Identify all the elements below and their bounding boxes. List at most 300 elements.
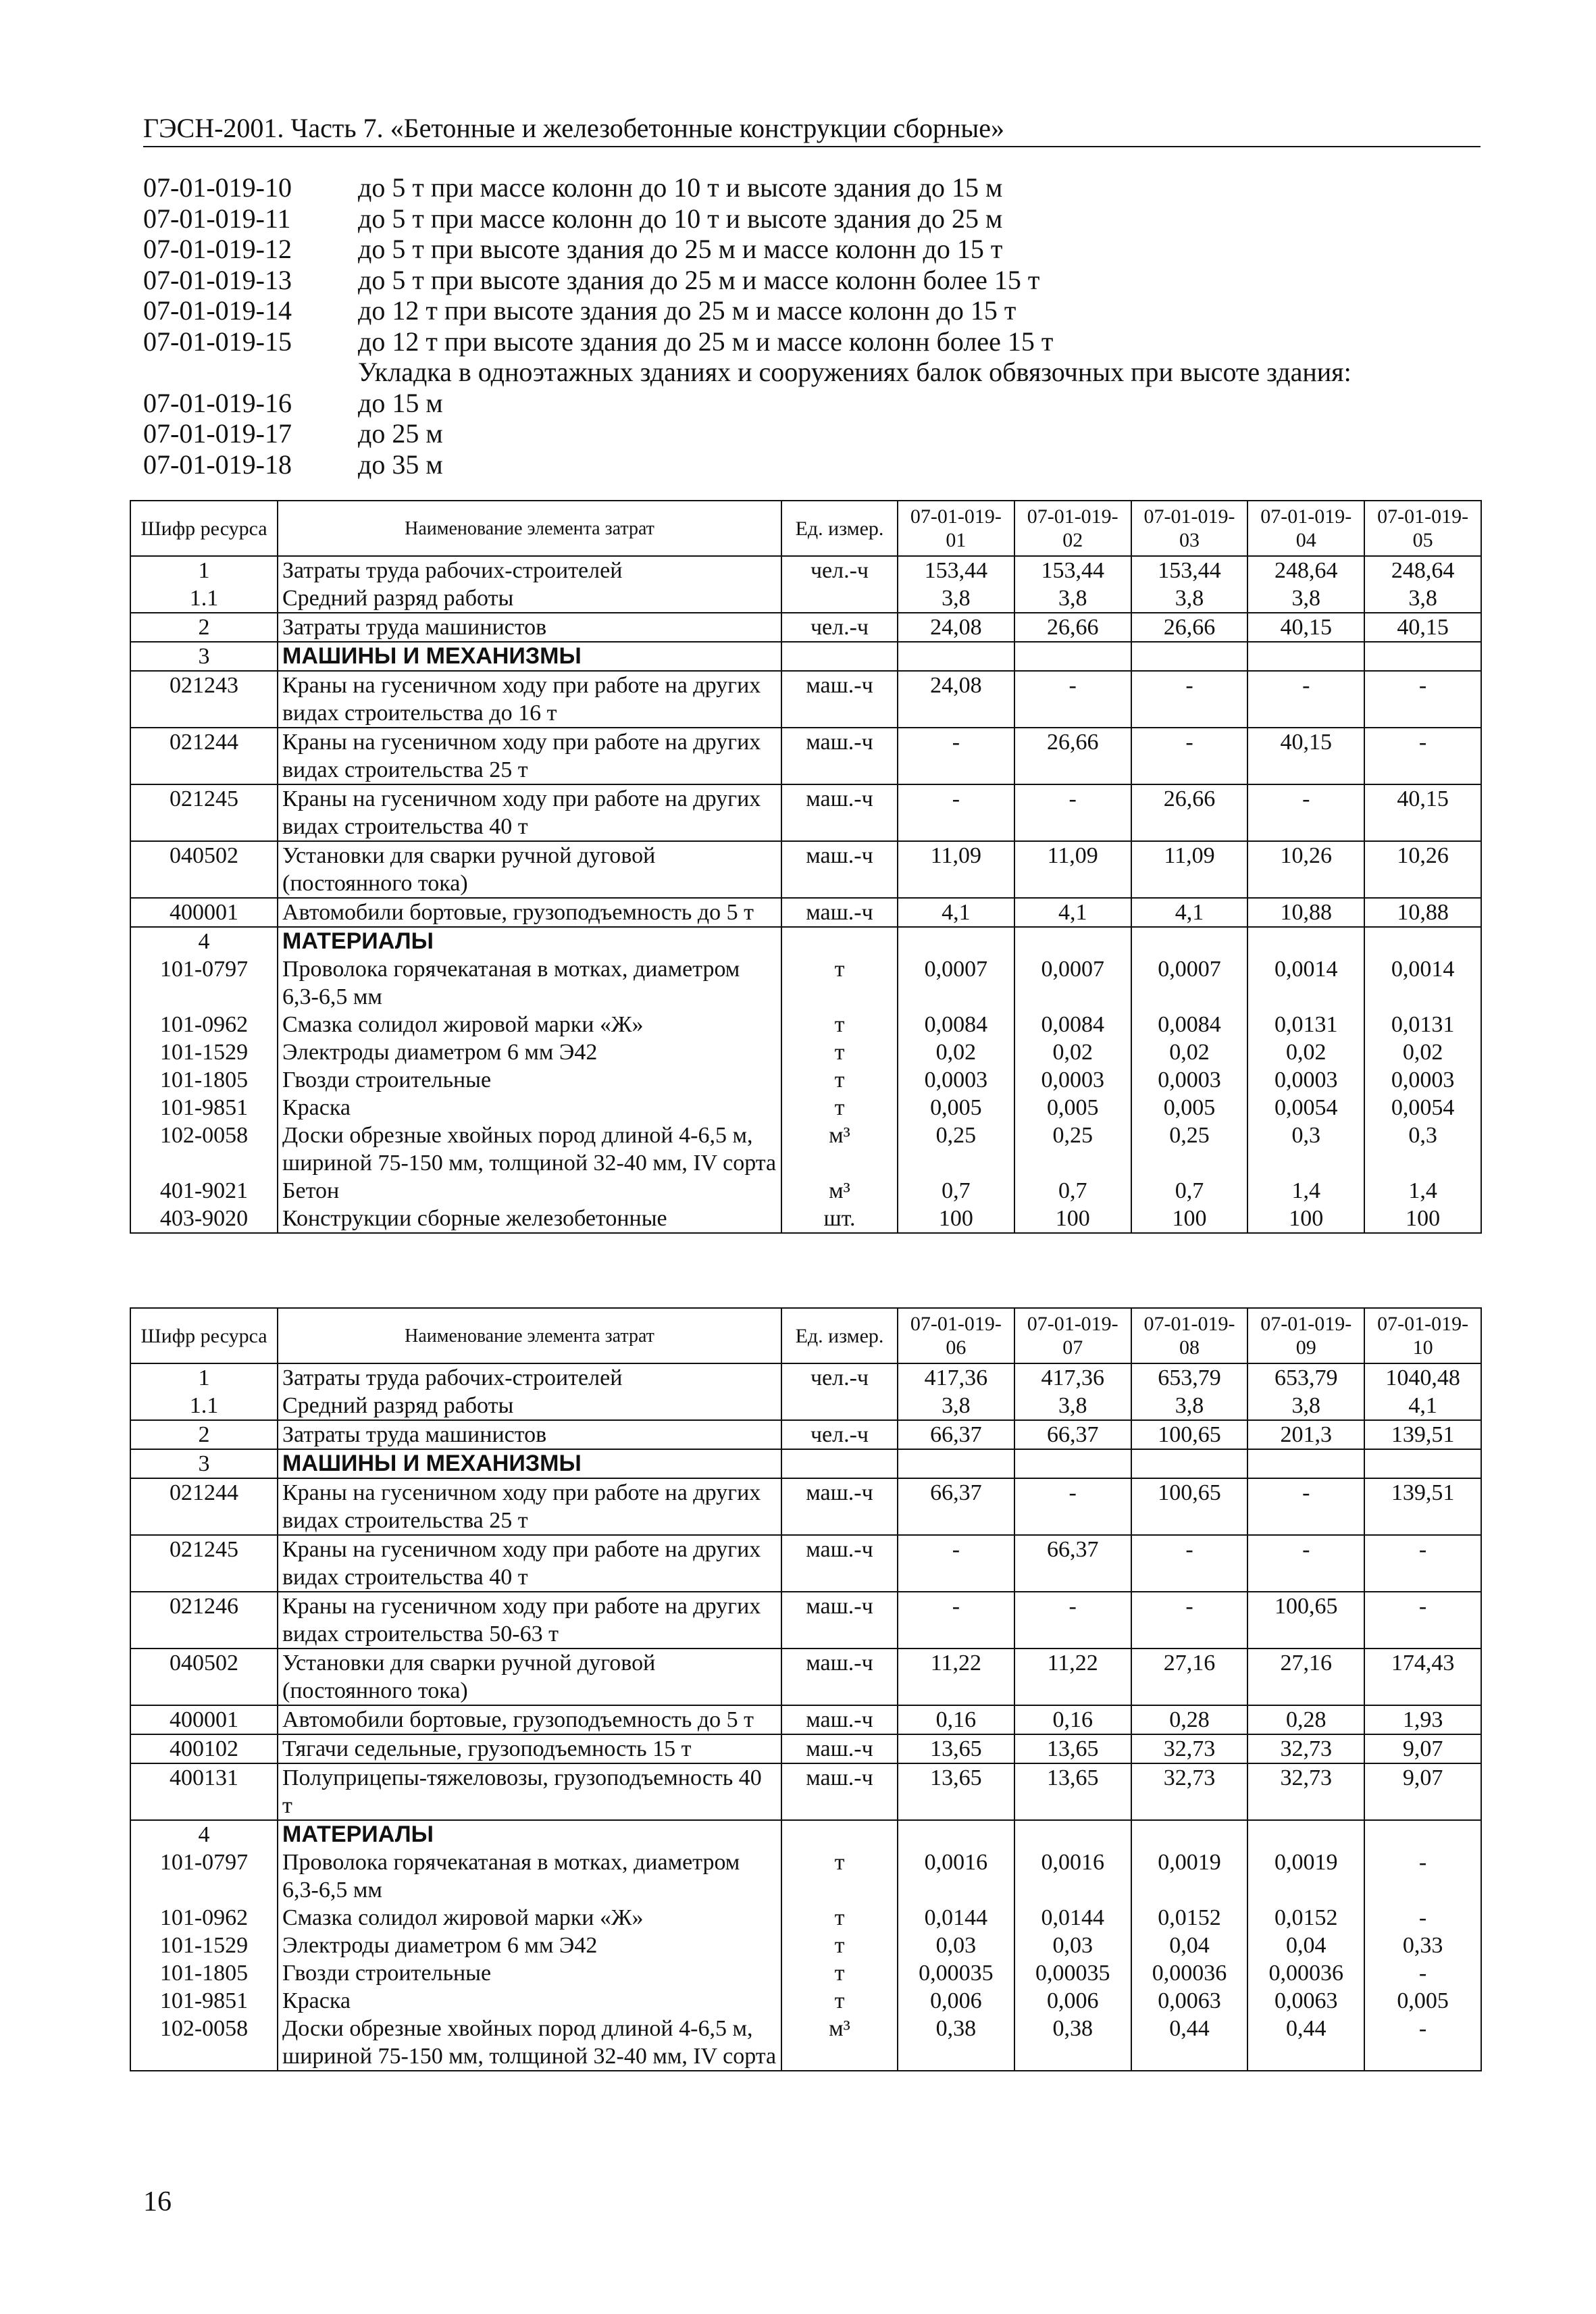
resource-code-cell: 2 — [130, 613, 278, 642]
norm-value-cell: 0,38 — [898, 2015, 1014, 2071]
norm-value-cell: 11,09 — [898, 841, 1014, 898]
norm-value-cell: - — [1131, 728, 1248, 784]
unit-cell: т — [781, 1066, 898, 1094]
resource-code-cell: 2 — [130, 1420, 278, 1449]
norm-value-cell: - — [898, 1592, 1014, 1649]
page-header-title: ГЭСН-2001. Часть 7. «Бетонные и железобетонные конструкции сборные» — [143, 113, 1005, 143]
norm-value-cell: 0,006 — [1014, 1987, 1131, 2015]
unit-cell: т — [781, 955, 898, 1011]
norm-value-cell: - — [898, 1535, 1014, 1592]
norm-value-cell: 0,25 — [1014, 1122, 1131, 1177]
norm-value-cell: 0,005 — [1131, 1094, 1248, 1122]
norm-value-cell: - — [1247, 671, 1364, 728]
norm-value-cell: 139,51 — [1364, 1478, 1481, 1535]
norm-value-cell: 0,0054 — [1364, 1094, 1481, 1122]
code-list — [143, 172, 1481, 480]
norm-value-cell: 11,09 — [1131, 841, 1248, 898]
norm-value-cell: 9,07 — [1364, 1763, 1481, 1820]
norm-value-cell: 0,0144 — [898, 1904, 1014, 1932]
norm-value-cell: 27,16 — [1131, 1649, 1248, 1705]
table-row — [130, 671, 1481, 728]
norm-value-cell: 10,26 — [1364, 841, 1481, 898]
norm-value-cell: 0,00036 — [1131, 1959, 1248, 1987]
norm-value-cell: - — [1364, 1959, 1481, 1987]
cost-element-name-cell: Краска — [278, 1987, 781, 2015]
norm-value-cell: 0,03 — [898, 1932, 1014, 1959]
norm-value-cell: - — [898, 728, 1014, 784]
resource-code-cell: 101-0962 — [130, 1011, 278, 1038]
column-header-norm: 07-01-019-03 — [1131, 501, 1248, 556]
table-row — [130, 1363, 1481, 1392]
unit-cell: маш.-ч — [781, 728, 898, 784]
norm-value-cell: 0,28 — [1247, 1705, 1364, 1734]
norm-value-cell: 653,79 — [1247, 1363, 1364, 1392]
code-list-description: до 25 м — [358, 418, 443, 449]
norm-value-cell: 0,28 — [1131, 1705, 1248, 1734]
norm-value-cell: 0,0152 — [1131, 1904, 1248, 1932]
norm-value-cell — [1247, 1449, 1364, 1478]
norm-value-cell: 11,22 — [898, 1649, 1014, 1705]
resource-code-cell: 102-0058 — [130, 2015, 278, 2071]
table-row — [130, 1959, 1481, 1987]
norm-value-cell: 0,04 — [1247, 1932, 1364, 1959]
cost-element-name-cell: Средний разряд работы — [278, 1392, 781, 1420]
column-header-norm: 07-01-019-10 — [1364, 1308, 1481, 1363]
resource-code-cell: 403-9020 — [130, 1205, 278, 1233]
norm-value-cell: 0,0003 — [1364, 1066, 1481, 1094]
table-row — [130, 1094, 1481, 1122]
norm-value-cell — [1364, 1820, 1481, 1848]
norm-value-cell: 32,73 — [1131, 1734, 1248, 1763]
norm-value-cell: 0,0131 — [1247, 1011, 1364, 1038]
norm-value-cell — [1131, 927, 1248, 955]
norm-value-cell: 9,07 — [1364, 1734, 1481, 1763]
norm-value-cell: 0,0019 — [1131, 1848, 1248, 1904]
code-list-code: 07-01-019-15 — [143, 326, 292, 357]
table-row — [130, 1392, 1481, 1420]
norm-value-cell: - — [1014, 1478, 1131, 1535]
norm-value-cell — [1247, 927, 1364, 955]
norm-value-cell: 3,8 — [898, 584, 1014, 613]
norm-value-cell: 66,37 — [1014, 1535, 1131, 1592]
table-row — [130, 1011, 1481, 1038]
cost-element-name-cell: Затраты труда рабочих-строителей — [278, 1363, 781, 1392]
norm-value-cell: 26,66 — [1131, 784, 1248, 841]
cost-element-name-cell: Установки для сварки ручной дуговой (постоянного тока) — [278, 841, 781, 898]
norm-value-cell: 4,1 — [1131, 898, 1248, 927]
norm-value-cell — [1014, 927, 1131, 955]
norm-value-cell: - — [1364, 1592, 1481, 1649]
column-header-norm: 07-01-019-04 — [1247, 501, 1364, 556]
cost-element-name-cell: Электроды диаметром 6 мм Э42 — [278, 1038, 781, 1066]
norm-value-cell: 0,0003 — [1014, 1066, 1131, 1094]
unit-cell: чел.-ч — [781, 556, 898, 584]
code-list-code: 07-01-019-10 — [143, 172, 292, 203]
cost-element-name-cell: Автомобили бортовые, грузоподъемность до 5 т — [278, 1705, 781, 1734]
norm-value-cell: 0,02 — [1014, 1038, 1131, 1066]
cost-element-name-cell: Краска — [278, 1094, 781, 1122]
norm-value-cell: 3,8 — [1131, 584, 1248, 613]
unit-cell: т — [781, 1932, 898, 1959]
norm-value-cell: 0,0019 — [1247, 1848, 1364, 1904]
resource-code-cell: 021245 — [130, 784, 278, 841]
code-list-description: до 5 т при высоте здания до 25 м и массе колонн более 15 т — [358, 264, 1040, 295]
unit-cell: маш.-ч — [781, 898, 898, 927]
norm-value-cell: 0,02 — [1364, 1038, 1481, 1066]
section-heading-cell: МАШИНЫ И МЕХАНИЗМЫ — [278, 1449, 781, 1478]
cost-element-name-cell: Средний разряд работы — [278, 584, 781, 613]
norm-value-cell: 11,09 — [1014, 841, 1131, 898]
unit-cell: чел.-ч — [781, 1363, 898, 1392]
code-list-description: до 12 т при высоте здания до 25 м и массе колонн до 15 т — [358, 295, 1016, 326]
norm-value-cell: 32,73 — [1131, 1763, 1248, 1820]
norm-value-cell — [1131, 642, 1248, 671]
unit-cell: т — [781, 1011, 898, 1038]
unit-cell: т — [781, 1987, 898, 2015]
norm-value-cell — [1364, 642, 1481, 671]
unit-cell: маш.-ч — [781, 1705, 898, 1734]
table-row — [130, 1649, 1481, 1705]
norm-value-cell: 1,4 — [1247, 1177, 1364, 1205]
column-header-unit: Ед. измер. — [781, 1308, 898, 1363]
table-row — [130, 642, 1481, 671]
norm-value-cell: 0,16 — [1014, 1705, 1131, 1734]
norm-value-cell: 153,44 — [1131, 556, 1248, 584]
resource-code-cell: 021244 — [130, 1478, 278, 1535]
norm-table-1 — [130, 500, 1482, 1234]
norm-value-cell — [1014, 642, 1131, 671]
norm-value-cell: 0,16 — [898, 1705, 1014, 1734]
norm-value-cell: - — [898, 784, 1014, 841]
resource-code-cell: 021243 — [130, 671, 278, 728]
norm-value-cell: - — [1364, 1848, 1481, 1904]
column-header-code: Шифр ресурса — [130, 1308, 278, 1363]
norm-value-cell: 13,65 — [1014, 1763, 1131, 1820]
resource-code-cell: 400131 — [130, 1763, 278, 1820]
norm-value-cell: - — [1247, 784, 1364, 841]
resource-code-cell: 1 — [130, 1363, 278, 1392]
norm-value-cell: - — [1364, 1535, 1481, 1592]
resource-code-cell: 101-9851 — [130, 1987, 278, 2015]
norm-value-cell: 11,22 — [1014, 1649, 1131, 1705]
column-header-norm: 07-01-019-05 — [1364, 501, 1481, 556]
column-header-norm: 07-01-019-02 — [1014, 501, 1131, 556]
norm-value-cell: 0,25 — [1131, 1122, 1248, 1177]
code-list-item — [143, 418, 1481, 449]
unit-cell — [781, 1449, 898, 1478]
table-row — [130, 556, 1481, 584]
unit-cell: маш.-ч — [781, 1763, 898, 1820]
norm-value-cell: 4,1 — [898, 898, 1014, 927]
unit-cell: чел.-ч — [781, 1420, 898, 1449]
norm-value-cell: - — [1364, 2015, 1481, 2071]
code-list-item — [143, 326, 1481, 357]
resource-code-cell: 101-1805 — [130, 1066, 278, 1094]
code-list-code: 07-01-019-17 — [143, 418, 292, 449]
unit-cell — [781, 927, 898, 955]
norm-value-cell: 0,7 — [1014, 1177, 1131, 1205]
table-header-row — [130, 501, 1481, 556]
unit-cell: т — [781, 1848, 898, 1904]
norm-value-cell: 100 — [898, 1205, 1014, 1233]
unit-cell: маш.-ч — [781, 1734, 898, 1763]
norm-value-cell: - — [1364, 671, 1481, 728]
table-row — [130, 955, 1481, 1011]
norm-value-cell — [1014, 1820, 1131, 1848]
norm-value-cell: - — [1364, 1904, 1481, 1932]
cost-element-name-cell: Смазка солидол жировой марки «Ж» — [278, 1904, 781, 1932]
norm-value-cell: 201,3 — [1247, 1420, 1364, 1449]
norm-value-cell: 0,0084 — [1131, 1011, 1248, 1038]
norm-value-cell — [898, 642, 1014, 671]
code-list-item — [143, 234, 1481, 265]
cost-element-name-cell: Затраты труда рабочих-строителей — [278, 556, 781, 584]
norm-value-cell: 13,65 — [1014, 1734, 1131, 1763]
norm-value-cell: 0,7 — [898, 1177, 1014, 1205]
norm-value-cell: 32,73 — [1247, 1734, 1364, 1763]
cost-element-name-cell: Гвозди строительные — [278, 1066, 781, 1094]
resource-code-cell: 101-0962 — [130, 1904, 278, 1932]
resource-code-cell: 1.1 — [130, 1392, 278, 1420]
norm-value-cell: 3,8 — [1131, 1392, 1248, 1420]
norm-value-cell: 0,006 — [898, 1987, 1014, 2015]
column-header-norm: 07-01-019-08 — [1131, 1308, 1248, 1363]
norm-value-cell: 66,37 — [1014, 1420, 1131, 1449]
norm-value-cell: 0,0007 — [1131, 955, 1248, 1011]
norm-value-cell: 3,8 — [1014, 584, 1131, 613]
cost-element-name-cell: Доски обрезные хвойных пород длиной 4-6,5 м, шириной 75-150 мм, толщиной 32-40 мм, IV сорта — [278, 1122, 781, 1177]
table-row — [130, 1535, 1481, 1592]
resource-code-cell: 3 — [130, 1449, 278, 1478]
code-list-code: 07-01-019-13 — [143, 264, 292, 295]
norm-value-cell: 66,37 — [898, 1420, 1014, 1449]
norm-value-cell: 1,4 — [1364, 1177, 1481, 1205]
section-heading-cell: МАТЕРИАЛЫ — [278, 1820, 781, 1848]
resource-code-cell: 040502 — [130, 841, 278, 898]
resource-code-cell: 1 — [130, 556, 278, 584]
unit-cell — [781, 1392, 898, 1420]
cost-element-name-cell: Электроды диаметром 6 мм Э42 — [278, 1932, 781, 1959]
norm-value-cell: - — [1131, 1592, 1248, 1649]
code-list-code: 07-01-019-14 — [143, 295, 292, 326]
norm-value-cell — [1364, 927, 1481, 955]
norm-value-cell: 0,0003 — [898, 1066, 1014, 1094]
code-list-item — [143, 449, 1481, 480]
cost-element-name-cell: Затраты труда машинистов — [278, 1420, 781, 1449]
norm-value-cell: 10,88 — [1364, 898, 1481, 927]
norm-value-cell: 100,65 — [1131, 1420, 1248, 1449]
norm-value-cell: 10,88 — [1247, 898, 1364, 927]
norm-value-cell: 3,8 — [1014, 1392, 1131, 1420]
norm-value-cell: 153,44 — [898, 556, 1014, 584]
resource-code-cell: 400001 — [130, 1705, 278, 1734]
column-header-norm: 07-01-019-06 — [898, 1308, 1014, 1363]
norm-value-cell: 0,02 — [898, 1038, 1014, 1066]
table-row — [130, 1904, 1481, 1932]
cost-element-name-cell: Краны на гусеничном ходу при работе на других видах строительства 25 т — [278, 728, 781, 784]
cost-element-name-cell: Тягачи седельные, грузоподъемность 15 т — [278, 1734, 781, 1763]
code-list-code: 07-01-019-18 — [143, 449, 292, 480]
cost-element-name-cell: Бетон — [278, 1177, 781, 1205]
norm-value-cell: 0,0003 — [1247, 1066, 1364, 1094]
norm-value-cell: 24,08 — [898, 613, 1014, 642]
resource-code-cell: 101-9851 — [130, 1094, 278, 1122]
norm-value-cell: 100 — [1014, 1205, 1131, 1233]
norm-value-cell: 0,0054 — [1247, 1094, 1364, 1122]
norm-value-cell: 0,0084 — [1014, 1011, 1131, 1038]
cost-element-name-cell: Краны на гусеничном ходу при работе на других видах строительства 50-63 т — [278, 1592, 781, 1649]
unit-cell: т — [781, 1038, 898, 1066]
norm-value-cell: 26,66 — [1014, 613, 1131, 642]
unit-cell — [781, 584, 898, 613]
cost-element-name-cell: Краны на гусеничном ходу при работе на других видах строительства 40 т — [278, 1535, 781, 1592]
norm-value-cell: 100,65 — [1247, 1592, 1364, 1649]
column-header-norm: 07-01-019-01 — [898, 501, 1014, 556]
norm-value-cell: 40,15 — [1247, 613, 1364, 642]
norm-value-cell: 0,04 — [1131, 1932, 1248, 1959]
norm-value-cell: 0,0016 — [1014, 1848, 1131, 1904]
norm-value-cell: - — [1014, 784, 1131, 841]
section-heading-cell: МАТЕРИАЛЫ — [278, 927, 781, 955]
norm-value-cell: 0,0084 — [898, 1011, 1014, 1038]
table-row — [130, 1478, 1481, 1535]
norm-value-cell: 100 — [1364, 1205, 1481, 1233]
cost-element-name-cell: Полуприцепы-тяжеловозы, грузоподъемность 40 т — [278, 1763, 781, 1820]
resource-code-cell: 101-1805 — [130, 1959, 278, 1987]
cost-element-name-cell: Доски обрезные хвойных пород длиной 4-6,5 м, шириной 75-150 мм, толщиной 32-40 мм, IV сорта — [278, 2015, 781, 2071]
norm-value-cell — [1131, 1449, 1248, 1478]
norm-value-cell: - — [1131, 671, 1248, 728]
table-row — [130, 1122, 1481, 1177]
code-list-item — [143, 388, 1481, 419]
norm-value-cell: 40,15 — [1364, 784, 1481, 841]
unit-cell: т — [781, 1904, 898, 1932]
cost-element-name-cell: Установки для сварки ручной дуговой (постоянного тока) — [278, 1649, 781, 1705]
norm-value-cell: 0,0144 — [1014, 1904, 1131, 1932]
code-list-description: Укладка в одноэтажных зданиях и сооружениях балок обвязочных при высоте здания: — [358, 357, 1352, 388]
norm-value-cell: 0,7 — [1131, 1177, 1248, 1205]
table-row — [130, 1734, 1481, 1763]
norm-value-cell: 0,0152 — [1247, 1904, 1364, 1932]
norm-value-cell: 100,65 — [1131, 1478, 1248, 1535]
table-row — [130, 784, 1481, 841]
table-row — [130, 1038, 1481, 1066]
cost-element-name-cell: Краны на гусеничном ходу при работе на других видах строительства 25 т — [278, 1478, 781, 1535]
resource-code-cell: 401-9021 — [130, 1177, 278, 1205]
code-list-code: 07-01-019-16 — [143, 387, 292, 418]
table-row — [130, 2015, 1481, 2071]
norm-value-cell: 0,38 — [1014, 2015, 1131, 2071]
unit-cell: шт. — [781, 1205, 898, 1233]
norm-value-cell: 139,51 — [1364, 1420, 1481, 1449]
norm-value-cell: 100 — [1247, 1205, 1364, 1233]
code-list-description: до 5 т при массе колонн до 10 т и высоте здания до 15 м — [358, 172, 1003, 203]
norm-value-cell — [1247, 642, 1364, 671]
norm-value-cell: 3,8 — [898, 1392, 1014, 1420]
norm-value-cell: 100 — [1131, 1205, 1248, 1233]
norm-value-cell: - — [1014, 671, 1131, 728]
norm-value-cell: 3,8 — [1247, 584, 1364, 613]
norm-value-cell — [898, 1820, 1014, 1848]
norm-value-cell: 0,005 — [1364, 1987, 1481, 2015]
table-row — [130, 1932, 1481, 1959]
unit-cell: чел.-ч — [781, 613, 898, 642]
resource-code-cell: 102-0058 — [130, 1122, 278, 1177]
table-row — [130, 1820, 1481, 1848]
cost-element-name-cell: Смазка солидол жировой марки «Ж» — [278, 1011, 781, 1038]
norm-value-cell: - — [1131, 1535, 1248, 1592]
norm-value-cell: 0,25 — [898, 1122, 1014, 1177]
unit-cell: маш.-ч — [781, 841, 898, 898]
norm-value-cell: 0,0063 — [1131, 1987, 1248, 2015]
resource-code-cell: 101-0797 — [130, 955, 278, 1011]
table-row — [130, 613, 1481, 642]
norm-value-cell: 0,02 — [1131, 1038, 1248, 1066]
norm-value-cell: 0,0063 — [1247, 1987, 1364, 2015]
unit-cell: м³ — [781, 1122, 898, 1177]
norm-value-cell: 24,08 — [898, 671, 1014, 728]
table-row — [130, 1177, 1481, 1205]
unit-cell: маш.-ч — [781, 1649, 898, 1705]
norm-value-cell — [1364, 1449, 1481, 1478]
norm-value-cell: 0,44 — [1131, 2015, 1248, 2071]
code-list-description: до 35 м — [358, 449, 443, 480]
table-row — [130, 898, 1481, 927]
table-row — [130, 1987, 1481, 2015]
norm-value-cell: 66,37 — [898, 1478, 1014, 1535]
norm-value-cell: - — [1247, 1535, 1364, 1592]
norm-value-cell: 0,005 — [1014, 1094, 1131, 1122]
norm-value-cell: 0,0007 — [898, 955, 1014, 1011]
resource-code-cell: 021244 — [130, 728, 278, 784]
resource-code-cell: 4 — [130, 1820, 278, 1848]
norm-value-cell — [898, 927, 1014, 955]
norm-value-cell: 32,73 — [1247, 1763, 1364, 1820]
norm-value-cell: - — [1247, 1478, 1364, 1535]
norm-value-cell: 0,005 — [898, 1094, 1014, 1122]
norm-value-cell: 0,3 — [1364, 1122, 1481, 1177]
table-row — [130, 584, 1481, 613]
norm-value-cell — [1247, 1820, 1364, 1848]
code-list-section-heading — [143, 357, 1481, 388]
unit-cell: маш.-ч — [781, 1535, 898, 1592]
resource-code-cell: 4 — [130, 927, 278, 955]
table-row — [130, 728, 1481, 784]
norm-table-2 — [130, 1307, 1482, 2071]
column-header-unit: Ед. измер. — [781, 501, 898, 556]
unit-cell — [781, 1820, 898, 1848]
norm-value-cell: 13,65 — [898, 1763, 1014, 1820]
norm-value-cell: 1,93 — [1364, 1705, 1481, 1734]
norm-value-cell: 0,44 — [1247, 2015, 1364, 2071]
norm-value-cell: 0,33 — [1364, 1932, 1481, 1959]
cost-element-name-cell: Гвозди строительные — [278, 1959, 781, 1987]
norm-value-cell: 26,66 — [1131, 613, 1248, 642]
norm-value-cell: 0,0007 — [1014, 955, 1131, 1011]
unit-cell: т — [781, 1094, 898, 1122]
cost-element-name-cell: Проволока горячекатаная в мотках, диаметром 6,3-6,5 мм — [278, 1848, 781, 1904]
cost-element-name-cell: Затраты труда машинистов — [278, 613, 781, 642]
norm-value-cell: 417,36 — [898, 1363, 1014, 1392]
table-row — [130, 927, 1481, 955]
code-list-code: 07-01-019-12 — [143, 234, 292, 265]
resource-code-cell: 101-1529 — [130, 1932, 278, 1959]
code-list-item — [143, 295, 1481, 326]
norm-value-cell: 0,00036 — [1247, 1959, 1364, 1987]
norm-value-cell: 174,43 — [1364, 1649, 1481, 1705]
column-header-code: Шифр ресурса — [130, 501, 278, 556]
resource-code-cell: 1.1 — [130, 584, 278, 613]
